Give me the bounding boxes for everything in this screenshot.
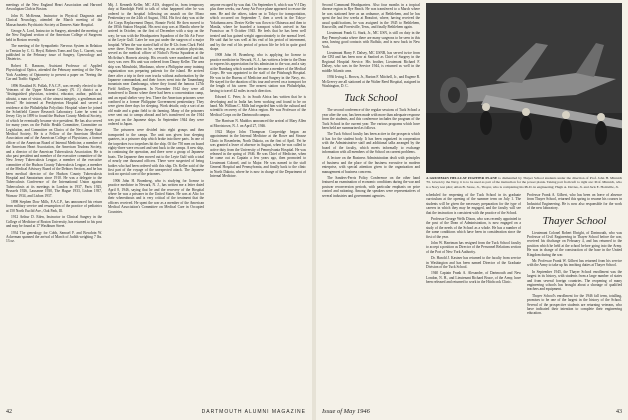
paragraph: Thayer School's enrollment for the 1946 fall term, totalling, promises to be one of the largest in the history of the School. Several of the prospective students are returning veterans, who have indicated their intention to complete their engineering education. [527,293,622,316]
right-column-2 [426,193,521,318]
right-page-columns [322,3,622,401]
paragraph: In September 1945, the Thayer School enrollment was the largest in its history, with students from a large number of states and from several foreign countries. The reopening of many engineering schools has brought about a shortage of qualified teachers and equipment. [527,269,622,292]
paragraph: Lieutenant Colonel Robert Ebright, of Dartmouth, who was Professor of Civil Engineering in Thayer School before the war, received his discharge on February 4, and has returned to the position which he held at the school before going into the Army. He was in charge of the construction of the base in the United Kingdom during the war. [527,230,622,257]
publication-name: DARTMOUTH ALUMNI MAGAZINE [201,409,306,415]
left-column-2 [108,3,204,401]
paragraph: The Harrison N. Maddox announced the arrival of Mary Allen at Morristown, N. J. on April 27, 1946. [210,119,306,128]
lower-columns [426,193,622,318]
paragraph: Edward C. Peter, Jr. in South Africa has written that he is developing and in India has been working and found to be on hand. Mr. William C. Mills had regarded him with the cultural and scientific recovery of the Africa region. He was Professor of the Medical Corps on the Dartmouth campus. [210,95,306,117]
paragraph: 1896 Rosalind B. Pollak, F.A.C.P., was recently elected to the Veterans of the Upper Monroe County (N. J.) district as a "distinguished physician, scientist, educator, author, publicist, altruist, a man of vision, of the utmost integrity, a gentleman and friend." He interned at Presbyterian Hospital and served a residence at the Philadelphia Polyclinic Hospital where he joined the Scheifield Cancer Research Laboratory. Later he went to Jersey City in 1899 to found the Hudson County Medical Society, of which he eventually became vice president. He has also served for many years on the Public Health Committee, Committee on Legislation, and Committee on Clinics of the New Jersey State Medical Society. He is a Fellow of the American Medical Association and of the American College of Physicians, a former officer of the American Board of Internal Medicine, a member of the American Heart Association, the American Trudeau Society, and a director of the American Tuberculosis Association. He is also past president and member of the executive committee of the New Jersey Tuberculosis League, a member of the executive committee of the Hudson County Tuberculosis League, a member of the Medical Advisory Board of the Debtors Section, and he has been medical director of the Hudson County Tuberculosis Hospital and Sanatorium since 1910. He was a delegate to the Tuberculosis Conference of the International Union against Tuberculosis at its meetings in London in 1937, Paris 1925, Brussels 1926, Lausanne 1930, The Hague 1933, Lisbon 1937, Warsaw 1934, and Lisbon 1937. [6,83,102,198]
right-page [316,0,628,420]
airplane-image [426,3,622,173]
paragraph: John W. Harriman has resigned from the Tuck School faculty to accept a position as Director of the Personnel Relations section of the Port of New York Authority. [426,240,521,254]
section-title-thayer: Thayer School [542,214,607,227]
paragraph: Mr. Professor Frank W. Gilbert has returned from his service with the Army to take up his teaching duties at Thayer School. [527,258,622,268]
left-page-footer [6,408,306,416]
hellcat-photo [426,3,622,173]
paragraph: The meeting of the Sympathetic Nervous System in Relation to Tension by C. G. Heyd, Roberts Toms and Guy L. Garrett, was published in the February issue of Surgery, Gynecology and Obstetrics. [6,44,102,62]
paragraph: anyone escaped by was that. On September 6, which was V-J Day plus three weeks, our Army Air Force plane appeared to rescue the men. He and the others, taken on to Tokyo for transportation, which occurred on September 7, then a week in the Tokyo-Yokohama area. Dexter Keller was flown to Okinawa and then to Manila, where he boarded a transport which arrived in San Francisco on 9 October 1945. He feels that he has been well treated and has gained weight approximately to the normal level. He said that he was well at his end of his period of internment, and by the end of his period of prison life he felt in quite good shape. [210,3,306,52]
left-column-1 [6,3,102,401]
photo-caption [426,176,622,189]
right-columns-2-3 [426,3,622,401]
paragraph: 1898 Stephen Dow Mills, F.A.C.P., has announced his return from military service and resumption of the practice of pediatrics at 150 North Euclid Ave., Oak Park, Ill. [6,200,102,213]
paragraph: 1912 Arthur D. Eden, Instructor in Clinical Surgery in the College of Medicine of Boston University, has returned to his post and may be found at 17 Washburn Street. [6,215,102,229]
right-page-footer [322,408,622,416]
paragraph: Professor Frank A. Gilbert, who has been on leave of absence from Thayer School, returned this spring to resume his courses in Industrial Engineering. He is now also responsible for the work of the new laboratory. [527,192,622,211]
caption-text: is dismantled by Thayer School students under the direction of Prof. John H. Minnich '35. Given by the Navy, it is to be used as part of the instruction for the power plants. Taking part from left to right are: Prof. Minnich, who is a Navy test pilot; Allan B. Stone, Jr., Thayer, who is completing his Ph.D. in engineering; Hugh A. Davies, Jr. and Jack E. Hoinville, Jr. [426,176,622,189]
paragraph: George A. Lord, Instructor in Surgery, attended the meeting of the New England section of the American College of Surgeons held in Boston recently. [6,29,102,42]
paragraph: A lecture on the Business Administration dealt with principles of business and the place of the business executive in modern enterprise, with special attention given to the organization and management of business concerns. [322,156,420,174]
left-page-columns [6,3,306,401]
issue-date: Issue of May 1946 [322,408,370,415]
right-column-1 [322,3,420,401]
paragraph: Lieutenant Frank G. Stark, Jr., MC USN, is still on duty in the Bay Pennsylvania where there are many surgeons to be seen in this area, having good contacts with Buffalo, and is now back in New York. [322,31,420,49]
right-column-3 [527,193,622,318]
paragraph: John B. McKenna, Instructor in Physical Diagnosis and Clinical Neurology, attended the March meeting of the Massachusetts Psychiatric Society at Danvers State Hospital. [6,13,102,27]
section-title-tuck: Tuck School [344,92,398,105]
paragraph: meetings of the New England Heart Association and Harvard Aesculapian Club in Boston. [6,3,102,12]
paragraph: 1906 John H. Bromberg, who is studying for license to practice medicine in Newark, N. J., has written me a letter dated April 8, 1946, saying that he and the recovery of the Hospital where he was a prisoner in the United States. He was at Alto for their whereabouts and is very critical of the treatment that the officers received. He spent the war as a member of the American Medical Association's Committee on Medical Care in Occupied Countries. [108,178,204,214]
paragraph: Robert E. Ransom, Assistant Professor of Applied Physiological Optics, attended the February meeting of the New York Academy of Optometry to present a paper on "Seeing the Car and Traffic Signals". [6,63,102,82]
left-column-3 [210,3,306,401]
page-number: 42 [6,409,12,415]
paragraph: Dr. Harold J. Kastner has returned to the faculty from service in Washington and has been named Director of the Graduate Division of the Tuck School. [426,256,521,269]
paragraph: 1934 The genealogy for Cobb, Samuel F. and Bowdoin W. Ackerman spanned the arrival of March of Judith weighing 7 lbs. 13 oz. [6,230,102,244]
paragraph: Mij. J. Kenneth Keller, MC AUS, dropped in, from temporary duty at Randolph Field to talk of what happened after he was ordered to the hospital following an assault on the Mono Penitentiary on the 24th of August, 1944. His first duty was at the Air Corps Replacement Depot, Bonnie Field. He then moved to the 185th Station Hospital. His next stop was at Manila where he arrived in October, on the first of December with a stop on the way; he was with the Headquarters Squadron of the 5th Air Force at the Leyte Gulf. Later he was put under the surgeon of a major hospital. When the war started half of the B-12s from Clark Field were there. From then on he, serving as an aviation physician, served as the medical officer of Nichol's Fiesta Squadron at the McArthur's Hornets airstrip. His records were numbered and his story was over. His unit was ordered from Dauny Keller. The area ship was Mitsubishi, Mindanao, where a Philippine army training organization was preparing patients for the island. He arrived there after a trip in their own trucks without authorization by the Japanese commandant, and their forces went into the Tanambang mountain near Zamboanga, where they found the famous 127th Field Artillery Regiment. In November 1942 they were all transferred to Davao where there had been a concentration camp, and an equal shelter very few. There the American prisoners were confined in a former Philippine Government penitentiary. They were given three days for sleeping. Work details; only a sort of an old mule and a grain field to do farming. Many of the prisoners were sent out to camps abroad and he's transferred on the 1944 was put on the Japanese ships. In September 1944 they were ordered to Japan. [108,3,204,126]
paragraph: The Sanders-Ferris Policy Conference on the other hand featured an examination of economic conditions during the war and postwar reconversion periods, with particular emphasis on price control and rationing. Among the speakers were representatives of several industries and government agencies. [322,176,420,198]
paragraph: The prisoners were divided into eight groups and then transported to the camps. The unit was given four sleeping quarters, in a prisoner ship which broke into three parts. In one of the torpedoes two torpedoes hit the ship. Of the 750 men on board eighty-three were rescued and sent back to the camps. A new ship, in continuing the operation, and there were a group of Japanese boats. The Japanese then moved out to the Leyte Gulf with a total of nearly one thousand officers. There were suspected of being bodies who had been ordered with this ship. Dr. Keller said of the first part of the voyage of the unexpected attack. The Japanese took no special care of the prisoners. [108,128,204,177]
paragraph: Professor George Wells Dixon, who was recently appointed to the post of the Dean of Administration, is now engaged on a study of the needs of the School as a whole. He has a number of the same conditions which have been in consideration since the first of the year. [426,216,521,239]
paragraph: The Tuck School faculty has been active in the prospects which it has for the student body. It has been organized in cooperation with the Administrative staff and additional talks arranged by the board of the faculty, which meets informally to exchange information with all members of the School on current problems. [322,132,420,154]
paragraph: 1940 Captain Frank A. Alexander, of Dartmouth and New London, N. H., and Lieutenant Richard Bruce, of the Army, have been released and returned to work in the Hitchcock Clinic. [426,271,521,285]
caption-label: A GRUMMAN HELLCAT FIGHTER PLANE [426,176,498,180]
paragraph: The second conference of the regular sessions of Tuck School a year after the war, has been made with more than adequate response from the students, and this conference includes the program of the Tuck School in the current year. The various programs which have been held are summarized as follows. [322,108,420,130]
paragraph: Second Command Headquarters. Also four months in a tropical disease region in Rye Beach. He was transferred to a March where he was stationed here as an ordnance, at Bethlehem, and he has spent the last few weeks at Beaufort, where, having received the usual qualifications, he was assigned in the 1945 to Bethlehem, Knoxville, and Forestville, Tenn., and finally Bethlehem again. [322,3,420,30]
left-page [0,0,312,420]
page-number: 43 [616,409,622,415]
paragraph: 1936 Irving L. Brown, Jr., Burton F. Mitchell, Jr., and Eugene R. McGreevy are all stationed at the Walter Reed Hospital, assigned in Washington, D. C. [322,75,420,88]
paragraph: scheduled for reopening of the Tuck School in its graduate curriculum at the opening of the summer term on July 1. The students will be given the necessary preparation for the type of careers in which they may be engaged, and the faculty will see that the instruction is consistent with the practice of the School. [426,192,521,215]
paragraph: 1922 Major John Thompson Cooperidge began an appointment in the Internal Medicine at the Rowe and Strasse Clinic in Rosenheim, North Dakota, on the first of April. Yet he was granted a leave of absence in August, when he was called to active duty from the University of Pennsylvania Hospital. He was released in the spring of 1946. He was Chief of Medicine, when he came out as Captain a few years ago, then promoted to Lieutenant Colonel, and to Major. He was named to the staff General Hospital and Pennsylvania, and finally back to the clinic in North Dakota, where he is now in charge of the Department of Internal Medicine. [210,129,306,179]
paragraph: 1908 John H. Bromberg, who is applying for license to practice medicine in Newark, N. J., has written a letter to the Dean to express his appreciation for his admission to the war, and a stay at the Bumbarg which wanted to become a member of the Medical Corps. He was appointed to the staff of the Pittsburgh Hospital. He was in the Bureau of Medicine and Surgery in the Navy, etc. He stayed for the duration of his tour and served on a transport for the length of his career. The nearest station was Philadelphia, having to travel 42 miles in each direction. [210,53,306,93]
paragraph: Lieutenant Harry F. Dalsey, MC USNR, has served twice from the CBI and has been now at Sanford as Chief of Surgery in the Regional Hospital Service. His brother, Lieutenant Richard F. Dalsey, who was in the Service 1944, is returned as well in the middle Atlantic area. [322,51,420,73]
